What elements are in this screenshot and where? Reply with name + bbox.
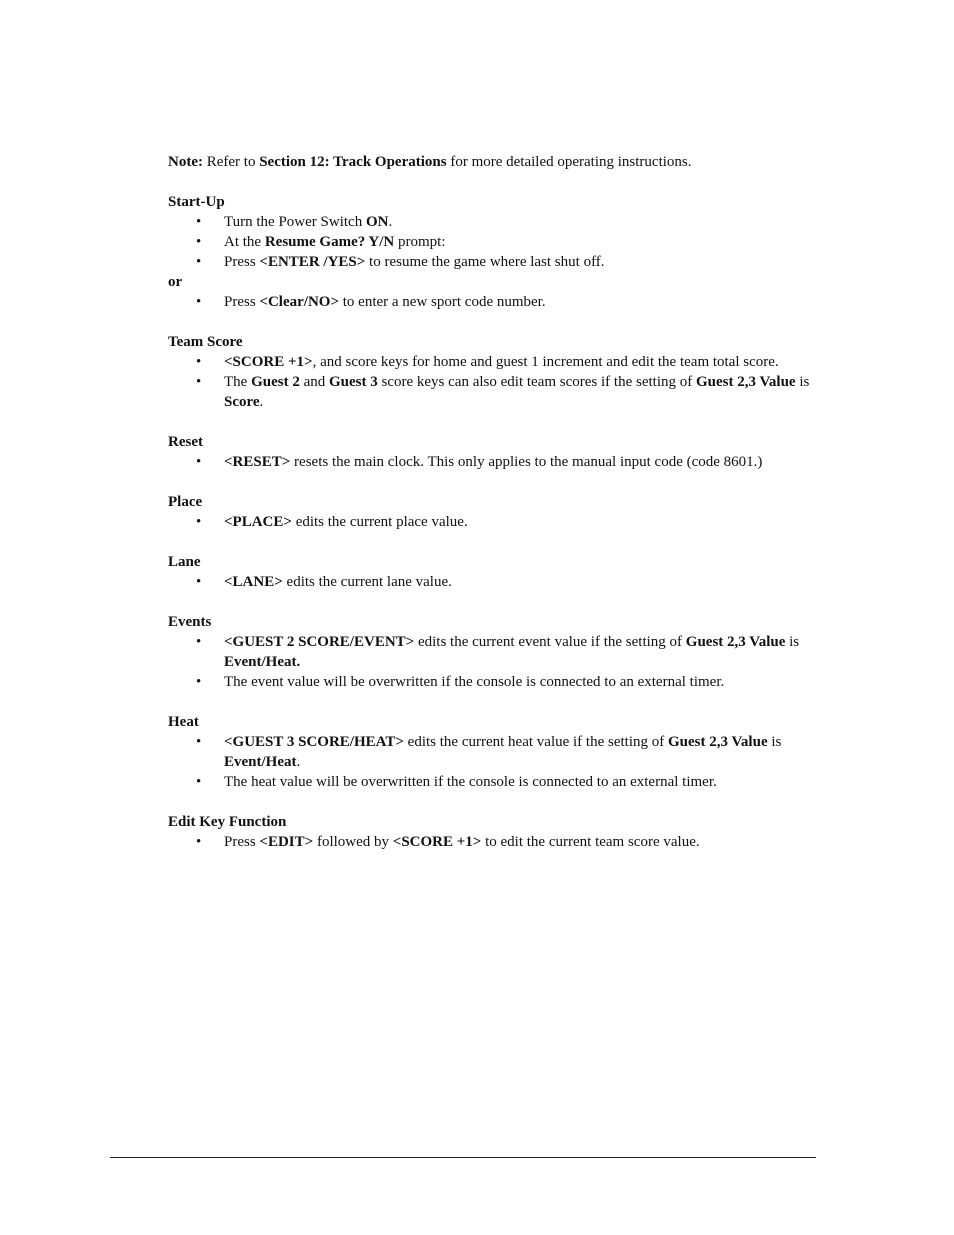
list-item (168, 212, 820, 232)
item-text: Press (224, 834, 260, 850)
list-item (168, 252, 820, 272)
heading-start-up: Start-Up (168, 194, 225, 210)
item-key: Event/Heat (224, 754, 297, 770)
item-text: edits the current lane value. (282, 574, 452, 590)
heading-events: Events (168, 614, 212, 630)
item-text: The (224, 374, 252, 390)
item-text: Press (224, 294, 260, 310)
list-item (168, 732, 820, 772)
note-section-ref: Section 12: Track Operations (259, 154, 447, 170)
document-body (168, 152, 820, 852)
heading-team-score: Team Score (168, 334, 243, 350)
item-key: Guest 2,3 Value (685, 634, 786, 650)
list-item (168, 572, 820, 592)
item-key: Guest 3 (329, 374, 378, 390)
item-text: prompt: (394, 234, 446, 250)
events-list (168, 632, 820, 692)
item-key: <SCORE +1> (224, 354, 313, 370)
note-text-end: for more detailed operating instructions. (446, 154, 692, 170)
item-text: The event value will be overwritten if the console is connected to an external timer. (224, 674, 725, 690)
item-key: <LANE> (224, 574, 283, 590)
spacer (168, 312, 820, 332)
list-item (168, 352, 820, 372)
item-key: <GUEST 2 SCORE/EVENT> (224, 634, 415, 650)
item-key: Guest 2,3 Value (668, 734, 768, 750)
note-paragraph (168, 152, 820, 172)
edit-key-list (168, 832, 820, 852)
spacer (168, 172, 820, 192)
item-text: edits the current event value if the setting of (414, 634, 686, 650)
start-up-list (168, 212, 820, 272)
list-item (168, 632, 820, 672)
heat-list (168, 732, 820, 792)
item-text: . (296, 754, 301, 770)
or-label: or (168, 274, 183, 290)
list-item (168, 772, 820, 792)
start-up-list-alt (168, 292, 820, 312)
spacer (168, 472, 820, 492)
reset-list (168, 452, 820, 472)
item-text: is (767, 734, 782, 750)
footer-divider (110, 1157, 816, 1158)
place-list (168, 512, 820, 532)
item-text: edits the current place value. (291, 514, 468, 530)
list-item (168, 372, 820, 412)
lane-list (168, 572, 820, 592)
heading-reset: Reset (168, 434, 203, 450)
item-text: score keys can also edit team scores if the setting of (377, 374, 696, 390)
item-text: Press (224, 254, 260, 270)
item-text: . (259, 394, 264, 410)
item-key: <Clear/NO> (259, 294, 339, 310)
list-item (168, 672, 820, 692)
item-key: <RESET> (224, 454, 291, 470)
heading-lane: Lane (168, 554, 201, 570)
item-text: is (795, 374, 810, 390)
item-key: <GUEST 3 SCORE/HEAT> (224, 734, 404, 750)
item-key: ON (365, 214, 389, 230)
item-text: to edit the current team score value. (481, 834, 700, 850)
note-text: Refer to (202, 154, 260, 170)
list-item (168, 292, 820, 312)
list-item (168, 832, 820, 852)
item-key: <ENTER /YES> (259, 254, 366, 270)
spacer (168, 412, 820, 432)
spacer (168, 532, 820, 552)
list-item (168, 452, 820, 472)
item-text: At the (224, 234, 265, 250)
item-key: Resume Game? Y/N (264, 234, 395, 250)
item-text: , and score keys for home and guest 1 increment and edit the team total score. (312, 354, 779, 370)
item-key: Event/Heat. (224, 654, 301, 670)
item-key: Score (224, 394, 260, 410)
item-text: and (299, 374, 329, 390)
spacer (168, 592, 820, 612)
spacer (168, 792, 820, 812)
note-label: Note: (168, 154, 203, 170)
item-text: resets the main clock. This only applies to the manual input code (code 8601.) (290, 454, 763, 470)
item-key: <EDIT> (259, 834, 314, 850)
item-key: <PLACE> (224, 514, 292, 530)
item-text: is (785, 634, 800, 650)
item-text: The heat value will be overwritten if the console is connected to an external timer. (224, 774, 717, 790)
team-score-list (168, 352, 820, 412)
item-key: Guest 2,3 Value (695, 374, 796, 390)
item-key: Guest 2 (251, 374, 300, 390)
item-text: to enter a new sport code number. (339, 294, 546, 310)
item-text: . (388, 214, 393, 230)
spacer (168, 692, 820, 712)
list-item (168, 232, 820, 252)
item-text: Turn the Power Switch (224, 214, 366, 230)
heading-heat: Heat (168, 714, 199, 730)
heading-edit-key-function: Edit Key Function (168, 814, 287, 830)
item-text: edits the current heat value if the setting of (403, 734, 668, 750)
list-item (168, 512, 820, 532)
item-text: followed by (313, 834, 393, 850)
item-key: <SCORE +1> (392, 834, 482, 850)
item-text: to resume the game where last shut off. (365, 254, 605, 270)
heading-place: Place (168, 494, 203, 510)
